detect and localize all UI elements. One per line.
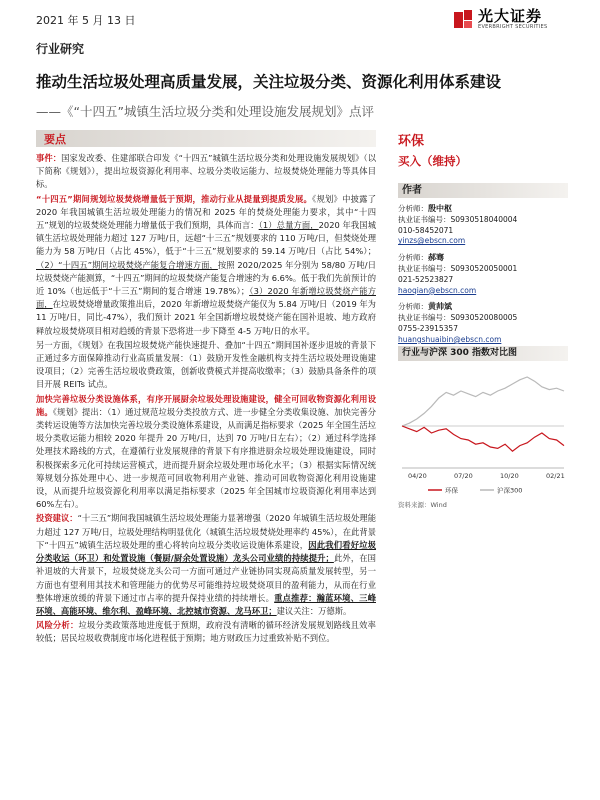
analyst-role: 分析师： (398, 253, 428, 263)
analyst-card (398, 302, 568, 345)
investment-text-a: “十三五”期间我国城镇生活垃圾处理能力显著增强（2020 年城镇生活垃圾处理能力超过 127 万吨/日，垃圾处理结构明显优化（城镇生活垃圾焚烧处理率约 45%），在此背景下“十四五”城镇生活垃圾处理的重心将转向垃圾分类收运设施体系建设， (36, 513, 376, 550)
x-tick-label: 02/21 (546, 472, 565, 480)
analyst-cert: 执业证书编号：S0930518040004 (398, 214, 518, 224)
report-category: 行业研究 (36, 42, 85, 56)
sorting-paragraph (36, 393, 376, 512)
analyst-name: 殷中枢 (428, 204, 452, 213)
analyst-card (398, 253, 568, 296)
x-tick-label: 10/20 (500, 472, 519, 480)
main-body (36, 152, 376, 647)
legend-label: 沪深300 (497, 486, 523, 495)
brand-logo (452, 8, 547, 30)
x-tick-label: 04/20 (408, 472, 427, 480)
capacity-text-b: （1）总量方面， (258, 220, 319, 231)
analyst-email-link[interactable]: huangshuaibin@ebscn.com (398, 334, 502, 344)
report-subtitle: ——《“十四五”城镇生活垃圾分类和处理设施发展规划》点评 (36, 104, 374, 119)
logo-text-cn: 光大证券 (478, 7, 543, 25)
analyst-role: 分析师： (398, 204, 428, 213)
capacity-text-g: 在垃圾焚烧增量政策推出后，2020 年新增垃圾焚烧产能仅为 5.84 万吨/日（2019 年为 11 万吨/日，同比-47%），我们预计 2021 年全国新增垃圾焚烧产能在国补退坡、地方政府释放垃圾焚烧项目相对趋缓的背景下恐将进一步下降至 4-5 万吨/日的水平。 (36, 299, 376, 336)
chart-title: 行业与沪深 300 指数对比图 (398, 346, 568, 361)
report-date: 2021 年 5 月 13 日 (36, 14, 136, 27)
series-line-env (402, 426, 564, 451)
analyst-name: 黄帅斌 (428, 302, 452, 312)
industry-name: 环保 (398, 134, 425, 149)
analyst-phone: 021-52523827 (398, 274, 454, 284)
analyst-email-link[interactable]: haoqian@ebscn.com (398, 285, 477, 295)
capacity-text-e: 按照 2020/2025 年分别为 58/80 万吨/日垃圾焚烧产能测算，“十四五”期间的垃圾焚烧产能复合增速约为 6.6%。低于我们先前预计的近 10%（也远低于“十三五”期间的复合增速 19.78%）； (36, 259, 376, 297)
risk-text: 垃圾分类政策落地进度低于预期，政府没有清晰的循环经济发展规划路线且效率较低；居民垃圾收费制度市场化进程低于预期；地方财政压力过重致补贴不到位。 (36, 620, 376, 644)
capacity-text-f: （3）2020 年新增垃圾焚烧产能方面， (36, 286, 376, 310)
analyst-cert: 执业证书编号：S0930520080005 (398, 313, 518, 323)
investment-text-b: 因此我们看好垃圾分类收运（环卫）和处置设施（餐厨/厨余处置设施）龙头公司业绩的持续提升； (36, 539, 376, 564)
sorting-text: 《规划》提出：（1）通过规范垃圾分类投放方式、进一步健全分类收集设施、加快完善分类转运设施等方法加快完善垃圾分类设施体系建设，从而满足指标要求（2025 年全国生活垃圾分类收运能力相较 2020 年提升 20 万吨/日，达到 70 万吨/日左右）；（2）通过科学选择处理技术路线的方式，在遵循行业发展规律的背景下有序推进厨余垃圾处理设施建设，同时积极探索多元化可持续运营模式，进而提升厨余垃圾处理市场化水平；（3）根据实际情况统筹规划分拣处理中心、进一步规范可回收物利用产业链、推动可回收物资源化利用设施建设，从而提升垃圾资源化利用率以满足指标要求（2025 年全国城市垃圾资源化利用率达到 60%左右）。 (36, 406, 376, 510)
analyst-phone: 0755-23915357 (398, 323, 458, 333)
sidebar (398, 130, 568, 346)
index-comparison-chart (398, 364, 568, 496)
capacity-paragraph (36, 193, 376, 338)
investment-recommend: 重点推荐：瀚蓝环境、三峰环境、高能环境、维尔利、盈峰环境、北控城市资源、龙马环卫； (36, 592, 376, 616)
rating: 买入（维持） (398, 154, 467, 168)
financing-paragraph: 另一方面，《规划》在我国垃圾焚烧产能快速提升、叠加“十四五”期间国补逐步退坡的背景下正通过多方面保障推动行业高质量发展：（1）鼓励开发性金融机构支持生活垃圾处理设施建设项目；（2）完善生活垃圾收费政策，创新收费模式并提高收缴率；（3）鼓励具备条件的项目开展 REITs 试点。 (36, 339, 376, 390)
capacity-text-d: （2）“十四五”期间垃圾焚烧产能复合增速方面， (36, 259, 218, 270)
investment-watch: 建议关注：万德斯。 (276, 605, 352, 616)
series-line-hs300 (402, 377, 564, 426)
event-paragraph (36, 152, 376, 192)
sorting-lead: 加快完善垃圾分类设施体系，有序开展厨余垃圾处理设施建设，健全可回收物资源化利用设施。 (36, 393, 376, 417)
event-text: 国家发改委、住建部联合印发《“十四五”城镇生活垃圾分类和处理设施发展规划》（以下简称《规划》），提出垃圾资源化利用率、垃圾分类收运能力、垃圾焚烧处理能力等具体目标。 (36, 153, 376, 190)
chart-source: 资料来源：Wind (398, 501, 447, 509)
keypoints-header (36, 130, 376, 147)
analyst-email-link[interactable]: yinzs@ebscn.com (398, 236, 466, 246)
investment-lead: 投资建议： (36, 513, 78, 524)
logo-icon (452, 8, 474, 30)
investment-paragraph (36, 512, 376, 618)
legend-label: 环保 (445, 486, 458, 495)
investment-text-c: 此外，在国补退坡的大背景下，垃圾焚烧龙头公司一方面可通过产业链协同实现高质量发展转型，另一方面也有望利用其技术和管理能力的优势尽可能维持垃圾焚烧项目的盈利能力，从而在行业整体增速放缓的背景下通过市占率的提升保持业绩的持续增长。 (36, 553, 376, 603)
capacity-text-a: 《规划》中披露了 2020 年我国城镇生活垃圾处理能力的情况和 2025 年的焚烧处理能力要求，其中“十四五”规划的垃圾焚烧处理能力增量低于我们预期，具体而言： (36, 193, 376, 231)
analyst-phone: 010-58452071 (398, 225, 454, 235)
authors-header: 作者 (398, 183, 568, 198)
report-title: 推动生活垃圾处理高质量发展，关注垃圾分类、资源化利用体系建设 (36, 73, 502, 91)
keypoints-label: 要点 (44, 133, 66, 146)
analyst-cert: 执业证书编号：S0930520050001 (398, 263, 518, 273)
analyst-role: 分析师： (398, 302, 428, 312)
capacity-text-c: 2020 年我国城镇生活垃圾处理能力超过 127 万吨/日，远超“十三五”规划要求的 110 万吨/日，但焚烧处理能力为 58 万吨/日（占比 45%），低于“十三五”规划要求的 59.14 万吨/日（占比 54%）； (36, 220, 376, 257)
risk-paragraph (36, 619, 376, 645)
x-tick-label: 07/20 (454, 472, 473, 480)
logo-text-en: EVERBRIGHT SECURITIES (478, 24, 548, 30)
capacity-lead: “十四五”期间规划垃圾焚烧增量低于预期，推动行业从提量到提质发展。 (36, 193, 313, 204)
analyst-name: 郝骞 (428, 253, 444, 263)
analyst-card (398, 204, 568, 247)
risk-lead: 风险分析： (36, 620, 79, 631)
event-lead: 事件： (36, 153, 62, 163)
